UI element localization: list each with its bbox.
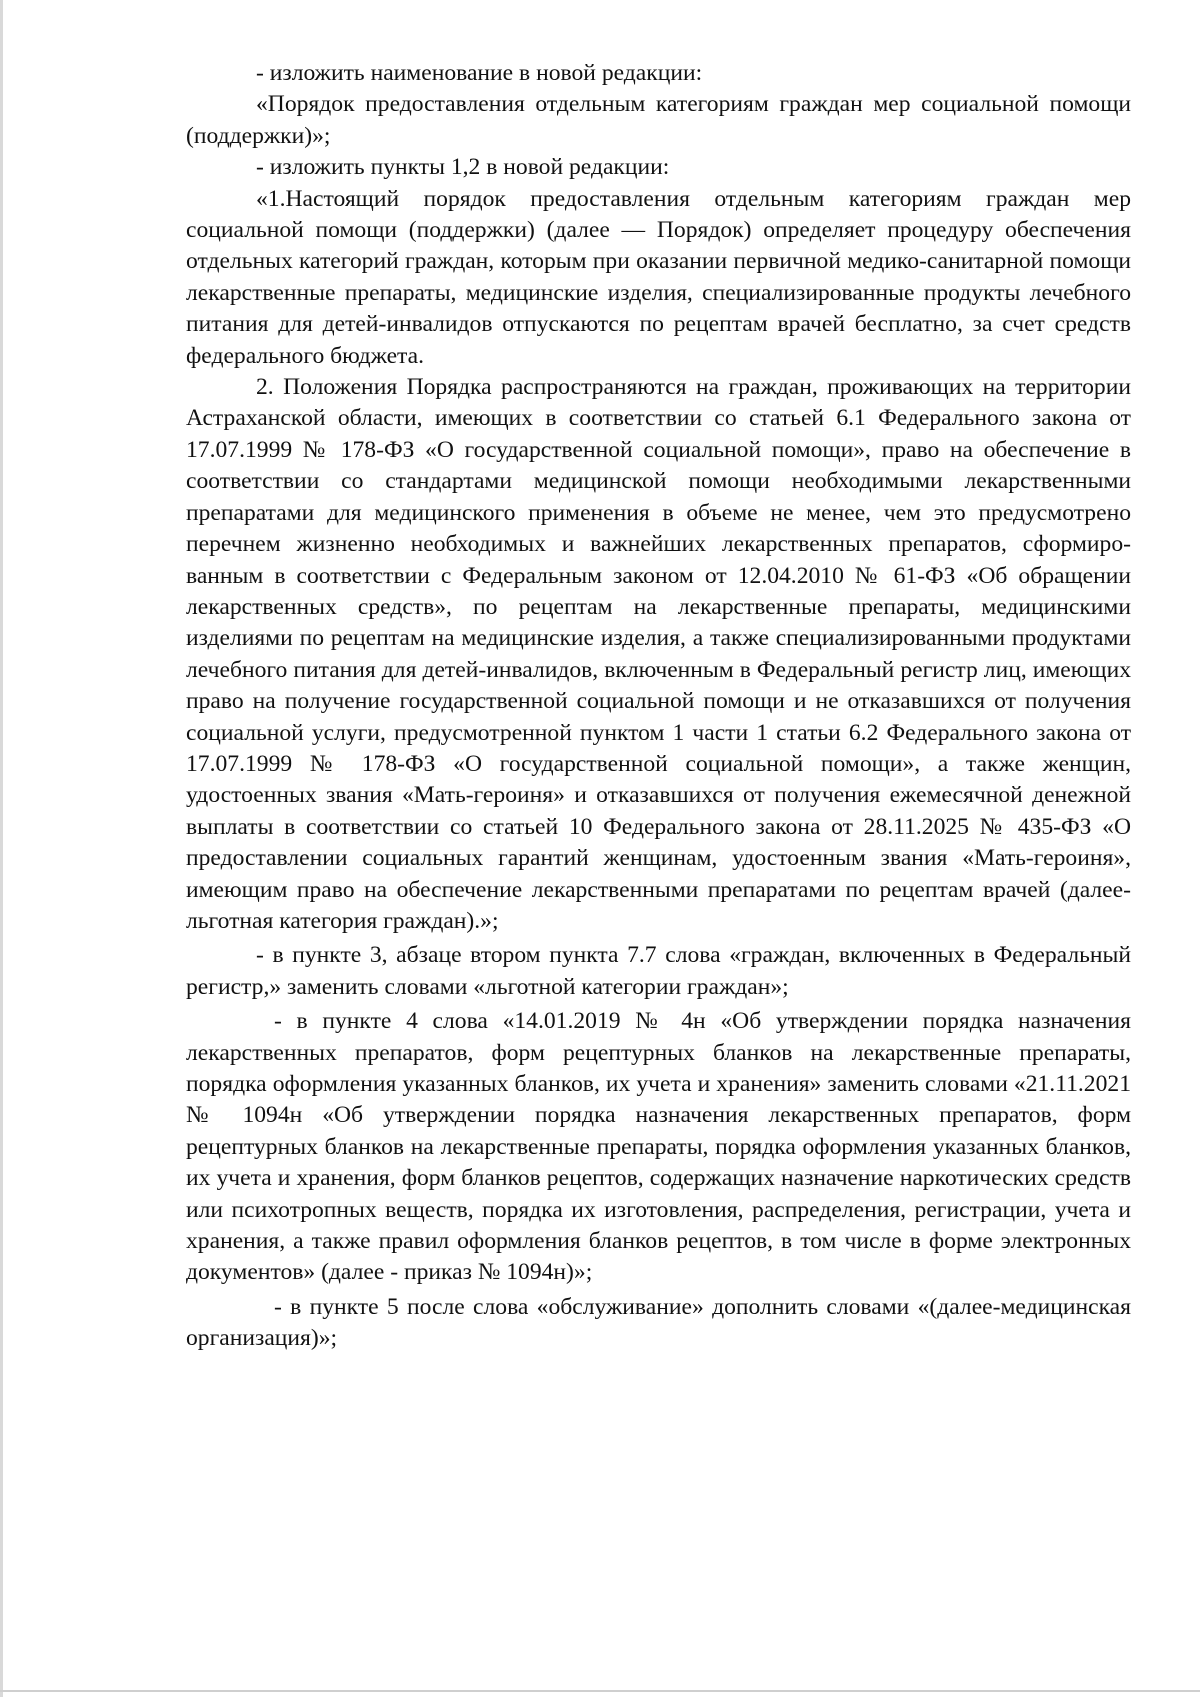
paragraph-point-1: «1.Настоящий порядок предоставления отдельным категориям граждан мер социальной помощи (поддержки) (далее — Порядок) определяет процедуру обеспечения отдельных категорий граждан, которым при оказании первичной медико-санитарной помощи лекарственные препараты, медицинские изделия, специализированные продукты лечебного питания для детей-инвалидов отпускаются по рецептам врачей бесплатно, за счет средств федерального бюджета. — [186, 185, 1131, 369]
page-bottom-edge — [0, 1690, 1200, 1692]
document-body — [186, 58, 1131, 1355]
page-left-edge — [0, 0, 3, 1697]
paragraph-new-title: «Порядок предоставления отдельным категориям граждан мер социальной помощи (поддержки)»; — [186, 91, 1131, 149]
paragraph-rename-intro: - изложить наименование в новой редакции: — [256, 60, 703, 86]
paragraph-point-5: - в пункте 5 после слова «обслуживание» дополнить словами «(далее-медицинская организация)»; — [186, 1293, 1131, 1352]
paragraph-points-intro: - изложить пункты 1,2 в новой редакции: — [256, 154, 670, 181]
paragraph-point-4: - в пункте 4 слова «14.01.2019 № 4н «Об утверждении порядка назначения лекарственных препаратов, форм рецептурных бланков на лекарственные препараты, порядка оформления указанных бланков, их учета и хранения» заменить словами «21.11.2021 № 1094н «Об утверждении порядка назначения лекарственных препаратов, форм рецептурных бланков на лекарственные препараты, порядка оформления указанных бланков, их учета и хранения, форм бланков рецептов, содержащих назначение наркотических средств или психотропных веществ, порядка их изготовления, распределения, регистрации, учета и хранения, а также правил оформления бланков рецептов, в том числе в форме электронных документов» (далее - приказ № 1094н)»; — [186, 1008, 1131, 1286]
paragraph-point-3: - в пункте 3, абзаце втором пункта 7.7 слова «граждан, включенных в Федеральный регистр,» заменить словами «льготной категории граждан»; — [186, 942, 1131, 1000]
paragraph-point-2: 2. Положения Порядка распространяются на граждан, проживающих на территории Астраханской области, имеющих в соответствии со статьей 6.1 Федерального закона от 17.07.1999 № 178-ФЗ «О государственной социальной помощи», право на обеспечение в соответствии со стандартами медицинской помощи необходимыми лекарственными препаратами для медицинского применения в объеме не менее, чем это предусмотрено перечнем жизненно необходимых и важнейших лекарственных препаратов, сформированным в соответствии с Федеральным законом от 12.04.2010 № 61-ФЗ «Об обращении лекарственных средств», по рецептам на лекарственные препараты, медицинскими изделиями по рецептам на медицинские изделия, а также специализированными продуктами лечебного питания для детей-инвалидов, включенным в Федеральный регистр лиц, имеющих право на получение государственной социальной помощи и не отказавшихся от получения социальной услуги, предусмотренной пунктом 1 части 1 статьи 6.2 Федерального закона от 17.07.1999 № 178-ФЗ «О государственной социальной помощи», а также женщин, удостоенных звания «Мать-героиня» и отказавшихся от получения ежемесячной денежной выплаты в соответствии со статьей 10 Федерального закона от 28.11.2025 № 435-ФЗ «О предоставлении социальных гарантий женщинам, удостоенным звания «Мать-героиня», имеющим право на обеспечение лекарственными препаратами по рецептам врачей (далее-льготная категория граждан).»; — [186, 374, 1131, 934]
